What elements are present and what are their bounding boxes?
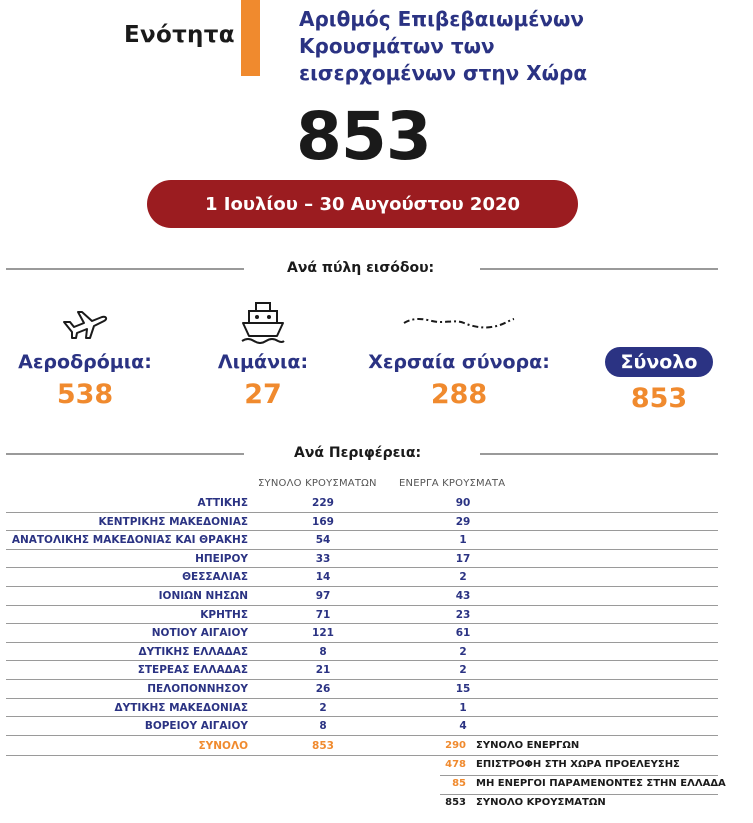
region-name: ΘΕΣΣΑΛΙΑΣ: [182, 571, 248, 584]
region-active: 90: [455, 497, 471, 509]
table-row: [6, 568, 718, 587]
region-active: 2: [459, 664, 467, 677]
divider: [6, 268, 244, 270]
table-row: [6, 550, 718, 569]
gate-label: Αεροδρόμια:: [18, 351, 152, 373]
table-row: [6, 606, 718, 625]
region-active: 43: [455, 590, 471, 602]
summary-line: [440, 740, 579, 751]
title-line: Κρουσμάτων των: [299, 34, 495, 58]
summary-line: [440, 797, 606, 808]
region-name: ΔΥΤΙΚΗΣ ΜΑΚΕΔΟΝΙΑΣ: [114, 701, 248, 714]
sum-label: ΣΥΝΟΛΟ: [198, 740, 248, 752]
region-total: 2: [319, 701, 327, 714]
region-total: 26: [315, 683, 331, 695]
region-name: ΑΝΑΤΟΛΙΚΗΣ ΜΑΚΕΔΟΝΙΑΣ ΚΑΙ ΘΡΑΚΗΣ: [11, 534, 248, 547]
region-active: 17: [455, 552, 471, 565]
table-row: [6, 587, 718, 606]
region-name: ΑΤΤΙΚΗΣ: [197, 497, 248, 509]
region-total: 14: [315, 571, 331, 584]
summary-value: 478: [445, 759, 466, 770]
region-total: 54: [315, 534, 331, 547]
ship-icon: [240, 300, 286, 344]
gate-label: Λιμάνια:: [217, 351, 309, 373]
table-row: [6, 699, 718, 718]
divider: [480, 268, 718, 270]
summary-label: ΣΥΝΟΛΟ ΕΝΕΡΓΩΝ: [476, 740, 580, 751]
gate-value: 27: [244, 379, 282, 410]
divider: [440, 775, 718, 776]
region-active: 29: [455, 515, 471, 528]
region-name: ΒΟΡΕΙΟΥ ΑΙΓΑΙΟΥ: [144, 720, 248, 733]
table-sum-row: [6, 737, 718, 756]
region-active: 15: [455, 683, 471, 695]
date-range-text: 1 Ιουλίου – 30 Αυγούστου 2020: [204, 193, 521, 215]
sum-total: 853: [312, 740, 334, 752]
region-total: 21: [315, 664, 331, 677]
section-label: Ενότητα: [124, 22, 235, 48]
divider: [6, 453, 244, 455]
region-total: 8: [319, 645, 327, 658]
region-name: ΠΕΛΟΠΟΝΝΗΣΟΥ: [147, 683, 248, 695]
gate-land-borders: [352, 351, 566, 410]
summary-value: 290: [445, 740, 466, 751]
summary-line: [440, 759, 680, 770]
summary-label: ΕΠΙΣΤΡΟΦΗ ΣΤΗ ΧΩΡΑ ΠΡΟΕΛΕΥΣΗΣ: [476, 759, 680, 770]
summary-label: ΜΗ ΕΝΕΡΓΟΙ ΠΑΡΑΜΕΝΟΝΤΕΣ ΣΤΗΝ ΕΛΛΑΔΑ: [476, 778, 726, 789]
region-total: 33: [315, 552, 331, 565]
region-active: 1: [459, 534, 467, 547]
region-total: 71: [315, 608, 331, 621]
divider: [440, 794, 718, 795]
region-total: 229: [312, 497, 334, 509]
region-name: ΚΕΝΤΡΙΚΗΣ ΜΑΚΕΔΟΝΙΑΣ: [98, 515, 248, 528]
table-row: [6, 680, 718, 699]
region-total: 121: [312, 627, 334, 640]
region-name: ΣΤΕΡΕΑΣ ΕΛΛΑΔΑΣ: [137, 664, 248, 677]
region-total: 8: [319, 720, 327, 733]
region-active: 2: [459, 571, 467, 584]
table-row: [6, 643, 718, 662]
accent-bar: [241, 0, 260, 76]
table-row: [6, 717, 718, 736]
table-row: [6, 624, 718, 643]
table-row: [6, 531, 718, 550]
summary-value: 853: [445, 797, 466, 808]
gate-value: 288: [430, 379, 488, 410]
region-name: ΔΥΤΙΚΗΣ ΕΛΛΑΔΑΣ: [138, 645, 248, 658]
summary-value: 85: [452, 778, 466, 789]
table-row: [6, 494, 718, 513]
divider: [480, 453, 718, 455]
regions-heading: Ανά Περιφέρεια:: [294, 445, 422, 461]
title-line: Αριθμός Επιβεβαιωμένων: [299, 7, 585, 31]
gate-airports: [10, 351, 160, 410]
table-row: [6, 661, 718, 680]
region-active: 2: [459, 645, 467, 658]
table-row: [6, 513, 718, 532]
region-total: 169: [312, 515, 334, 528]
title-line: εισερχομένων στην Χώρα: [299, 61, 588, 85]
date-range-badge: [147, 180, 578, 228]
gate-total: [596, 347, 722, 414]
gate-value: 538: [56, 379, 114, 410]
region-total: 97: [315, 590, 331, 602]
total-badge: Σύνολο: [605, 347, 714, 377]
region-name: ΚΡΗΤΗΣ: [200, 608, 248, 621]
summary-line: [440, 778, 726, 789]
region-active: 4: [459, 720, 467, 733]
region-active: 23: [455, 608, 471, 621]
gate-ports: [203, 351, 323, 410]
region-active: 61: [455, 627, 471, 640]
page-title: [299, 6, 739, 87]
region-name: ΙΟΝΙΩΝ ΝΗΣΩΝ: [158, 590, 248, 602]
summary-label: ΣΥΝΟΛΟ ΚΡΟΥΣΜΑΤΩΝ: [476, 797, 606, 808]
total-cases-number: 853: [296, 98, 431, 175]
border-line-icon: [402, 313, 516, 333]
gate-value: 853: [630, 383, 688, 414]
gate-label: Χερσαία σύνορα:: [368, 351, 550, 373]
region-name: ΗΠΕΙΡΟΥ: [195, 552, 248, 565]
region-active: 1: [459, 701, 467, 714]
region-name: ΝΟΤΙΟΥ ΑΙΓΑΙΟΥ: [151, 627, 248, 640]
column-header-total: ΣΥΝΟΛΟ ΚΡΟΥΣΜΑΤΩΝ: [258, 478, 377, 489]
gates-heading: Ανά πύλη εισόδου:: [287, 260, 435, 276]
airplane-icon: [60, 308, 110, 342]
column-header-active: ΕΝΕΡΓΑ ΚΡΟΥΣΜΑΤΑ: [399, 478, 506, 489]
